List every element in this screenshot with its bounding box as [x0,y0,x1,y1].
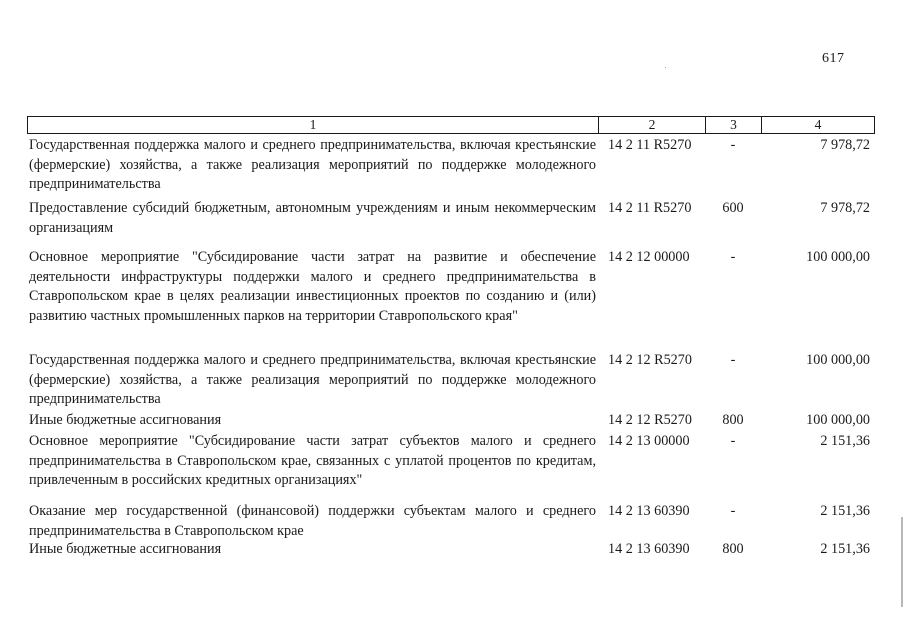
row-type: - [730,137,736,153]
row-amount: 100 000,00 [806,412,870,428]
row-code: 14 2 11 R5270 [608,137,692,153]
row-name: Основное мероприятие "Субсидирование части затрат субъектов малого и среднего предпринимательства в Ставропольском крае, связанных с уплатой процентов по кредитам, привлеченным в российских кредитных организациях" [29,433,596,488]
row-name: Государственная поддержка малого и среднего предпринимательства, включая крестьянские (фермерские) хозяйства, а также реализация мероприятий по поддержке молодежного предпринимательства [29,352,596,407]
row-type: 600 [722,200,744,216]
page-number: 617 [822,51,845,66]
header-col-4: 4 [814,117,822,132]
row-name: Иные бюджетные ассигнования [29,412,222,428]
row-code: 14 2 12 00000 [608,249,690,265]
row-amount: 7 978,72 [820,200,870,216]
row-type: 800 [722,541,744,557]
table-header [27,116,875,134]
row-amount: 2 151,36 [820,433,870,449]
row-type: - [730,249,736,265]
header-col-2: 2 [599,117,706,133]
row-type: - [730,433,736,449]
header-col-3: 3 [706,117,762,133]
row-name: Оказание мер государственной (финансовой) поддержки субъектам малого и среднего предпринимательства в Ставропольском крае [29,503,596,539]
row-type: 800 [722,412,744,428]
row-type: - [730,352,736,368]
row-code: 14 2 13 60390 [608,503,690,519]
row-code: 14 2 12 R5270 [608,412,692,428]
row-amount: 100 000,00 [806,352,870,368]
row-code: 14 2 13 60390 [608,541,690,557]
row-amount: 2 151,36 [820,541,870,557]
row-code: 14 2 13 00000 [608,433,690,449]
scan-speck [665,67,666,68]
row-amount: 7 978,72 [820,137,870,153]
row-code: 14 2 12 R5270 [608,352,692,368]
row-amount: 2 151,36 [820,503,870,519]
header-col-1: 1 [28,117,599,133]
row-name: Иные бюджетные ассигнования [29,541,222,557]
row-name: Государственная поддержка малого и среднего предпринимательства, включая крестьянские (фермерские) хозяйства, а также реализация мероприятий по поддержке молодежного предпринимательства [29,137,596,192]
row-name: Основное мероприятие "Субсидирование части затрат на развитие и обеспечение деятельности инфраструктуры поддержки малого и среднего предпринимательства в Ставропольском крае в целях реализации инвестиционных проектов по созданию и (или) развитию частных промышленных парков на территории Ставропольского края" [29,249,596,324]
row-name: Предоставление субсидий бюджетным, автономным учреждениям и иным некоммерческим организациям [29,200,596,236]
row-amount: 100 000,00 [806,249,870,265]
row-code: 14 2 11 R5270 [608,200,692,216]
scan-edge-mark [901,517,903,607]
row-type: - [730,503,736,519]
